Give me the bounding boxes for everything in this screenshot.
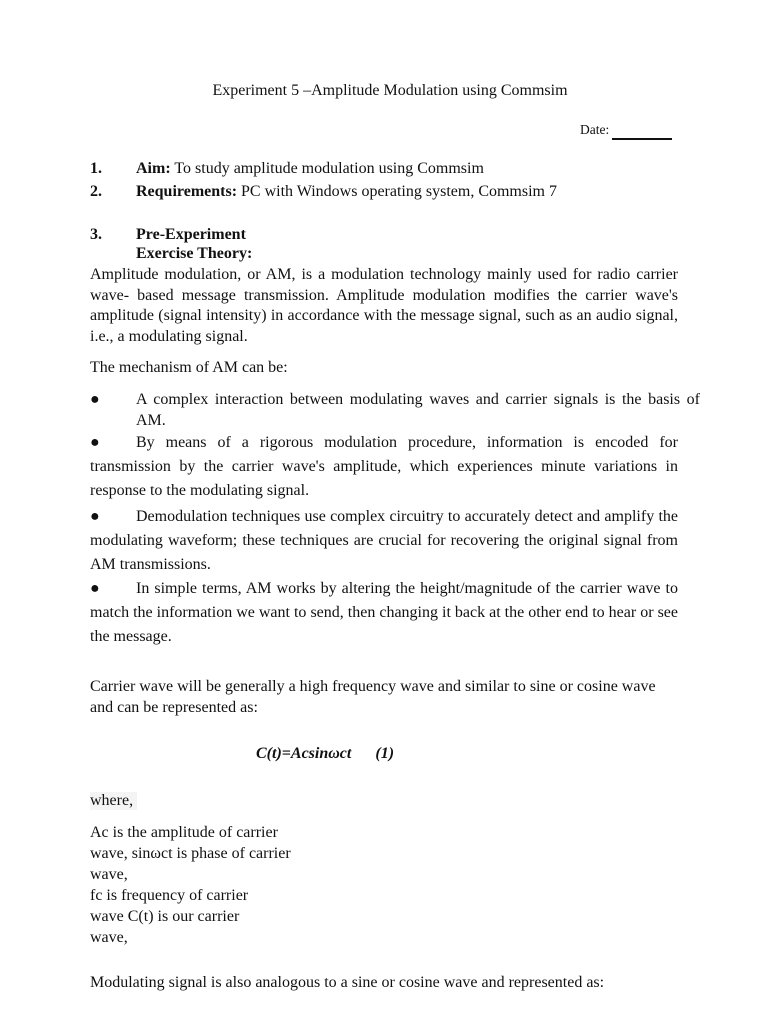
bullet-item <box>90 505 678 577</box>
aim-label: Aim: <box>136 160 171 177</box>
date-label: Date: <box>580 122 610 137</box>
definition-line: wave, <box>90 929 128 946</box>
where-label: where, <box>90 792 137 810</box>
aim-text: To study amplitude modulation using Commsim <box>170 160 484 177</box>
aim-item <box>90 159 484 179</box>
mechanism-intro: The mechanism of AM can be: <box>90 359 288 376</box>
definition-line: Ac is the amplitude of carrier <box>90 824 278 841</box>
item-number: 3. <box>90 226 102 243</box>
bullet-icon: ● <box>90 391 100 408</box>
date-field <box>580 122 672 140</box>
definition-line: fc is frequency of carrier <box>90 887 249 904</box>
exercise-theory-heading: Exercise Theory: <box>136 245 253 262</box>
bullet-text: Demodulation techniques use complex circuitry to accurately detect and amplify the modulating waveform; these techniques are crucial for recovering the original signal from AM transmissions. <box>90 508 678 573</box>
item-number: 1. <box>90 160 102 177</box>
definition-line: wave, sinωct is phase of carrier <box>90 845 291 862</box>
item-number: 2. <box>90 183 102 200</box>
pre-experiment-label: Pre-Experiment <box>136 226 246 243</box>
bullet-item <box>90 390 700 431</box>
pre-experiment-item <box>90 225 246 245</box>
requirements-item <box>90 182 557 202</box>
bullet-icon: ● <box>90 508 100 525</box>
carrier-paragraph: Carrier wave will be generally a high frequency wave and similar to sine or cosine wave and can be represented as: <box>90 678 656 716</box>
bullet-icon: ● <box>90 580 100 597</box>
bullet-text: In simple terms, AM works by altering the height/magnitude of the carrier wave to match the information we want to send, then changing it back at the other end to hear or see the message. <box>90 580 678 645</box>
document-title: Experiment 5 –Amplitude Modulation using Commsim <box>212 82 568 99</box>
definition-line: wave C(t) is our carrier <box>90 908 240 925</box>
bullet-icon: ● <box>90 434 100 451</box>
carrier-equation <box>256 745 394 763</box>
bullet-text: By means of a rigorous modulation procedure, information is encoded for transmission by the carrier wave's amplitude, which experiences minute variations in response to the modulating signal. <box>90 434 678 499</box>
equation-number: (1) <box>375 745 395 762</box>
date-blank-line <box>612 122 672 140</box>
definition-line: wave, <box>90 866 128 883</box>
intro-paragraph: Amplitude modulation, or AM, is a modulation technology mainly used for radio carrier wave- based message transmission. Amplitude modulation modifies the carrier wave's amplitude (signal intensity) in accordance with the message signal, such as an audio signal, i.e., a modulating signal. <box>90 266 678 345</box>
modulating-paragraph: Modulating signal is also analogous to a sine or cosine wave and represented as: <box>90 974 605 991</box>
equation-text: C(t)=Acsinωct <box>256 745 352 762</box>
requirements-text: PC with Windows operating system, Commsim 7 <box>237 183 557 200</box>
bullet-item <box>90 431 678 503</box>
definition-lines <box>90 822 291 948</box>
requirements-label: Requirements: <box>136 183 238 200</box>
bullet-text: A complex interaction between modulating waves and carrier signals is the basis of AM. <box>136 391 700 429</box>
bullet-item <box>90 577 678 649</box>
